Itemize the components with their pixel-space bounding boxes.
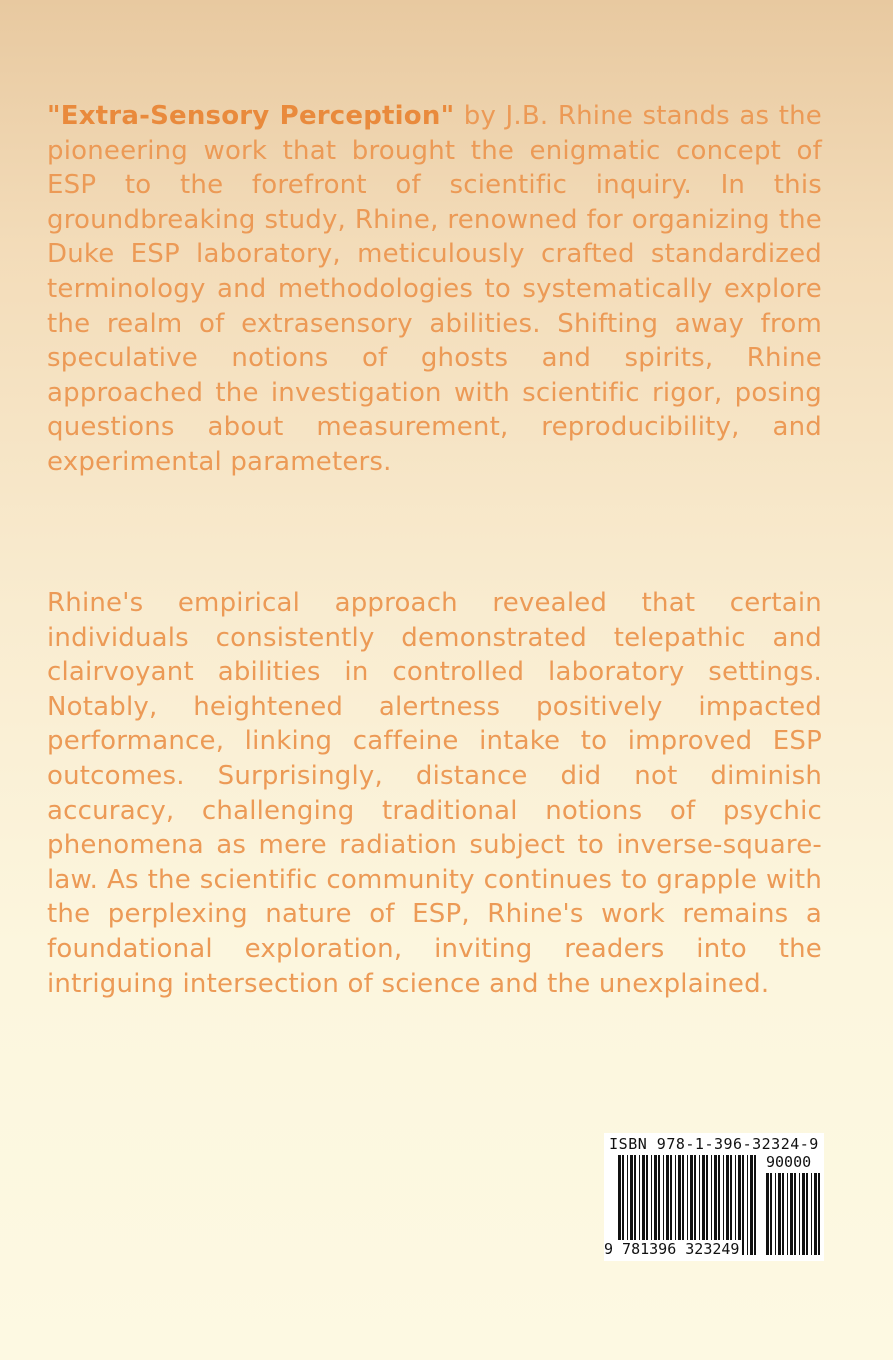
barcode-bar [814, 1173, 817, 1255]
barcode-bar [747, 1155, 748, 1255]
barcode-bar [754, 1155, 756, 1255]
barcode-bar [818, 1173, 820, 1255]
barcode-bar [787, 1173, 788, 1255]
barcode-bar [782, 1173, 784, 1255]
barcode-bar [806, 1173, 808, 1255]
barcode-bar [750, 1155, 753, 1255]
description-paragraph-1 [47, 99, 822, 480]
description-paragraph-2 [47, 586, 822, 1001]
barcode-bar [799, 1173, 800, 1255]
barcode-bar [766, 1173, 769, 1255]
barcode-bar [794, 1173, 796, 1255]
barcode-bar [775, 1173, 776, 1255]
paragraph-2-text: Rhine's empirical approach revealed that certain individuals consistently demonstrated telepathic and clairvoyant abilities in controlled laboratory settings. Notably, heightened alertness positively impacted performance, linking caffeine intake to improved ESP outcomes. Surprisingly, distance did not diminish accuracy, challenging traditional notions of psychic phenomena as mere radiation subject to inverse-square-law. As the scientific community continues to grapple with the perplexing nature of ESP, Rhine's work remains a foundational exploration, inviting readers into the intriguing intersection of science and the unexplained. [47, 588, 822, 999]
price-code: 90000 [766, 1153, 812, 1171]
barcode-bar [790, 1173, 793, 1255]
isbn-label: ISBN 978-1-396-32324-9 [609, 1135, 819, 1153]
barcode-bar [802, 1173, 805, 1255]
barcode-bar [770, 1173, 772, 1255]
barcode-bar [742, 1155, 744, 1255]
barcode-bar [778, 1173, 781, 1255]
barcode-number: 9 781396 323249 [604, 1240, 740, 1258]
isbn-barcode [604, 1133, 824, 1261]
book-title: "Extra-Sensory Perception" [47, 101, 455, 131]
barcode-bar [811, 1173, 812, 1255]
paragraph-1-text: by J.B. Rhine stands as the pioneering work that brought the enigmatic concept of ESP to the forefront of scientific inquiry. In this groundbreaking study, Rhine, renowned for organizing the Duke ESP laboratory, meticulously crafted standardized terminology and methodologies to systematically explore the realm of extrasensory abilities. Shifting away from speculative notions of ghosts and spirits, Rhine approached the investigation with scientific rigor, posing questions about measurement, reproducibility, and experimental parameters. [47, 101, 822, 477]
